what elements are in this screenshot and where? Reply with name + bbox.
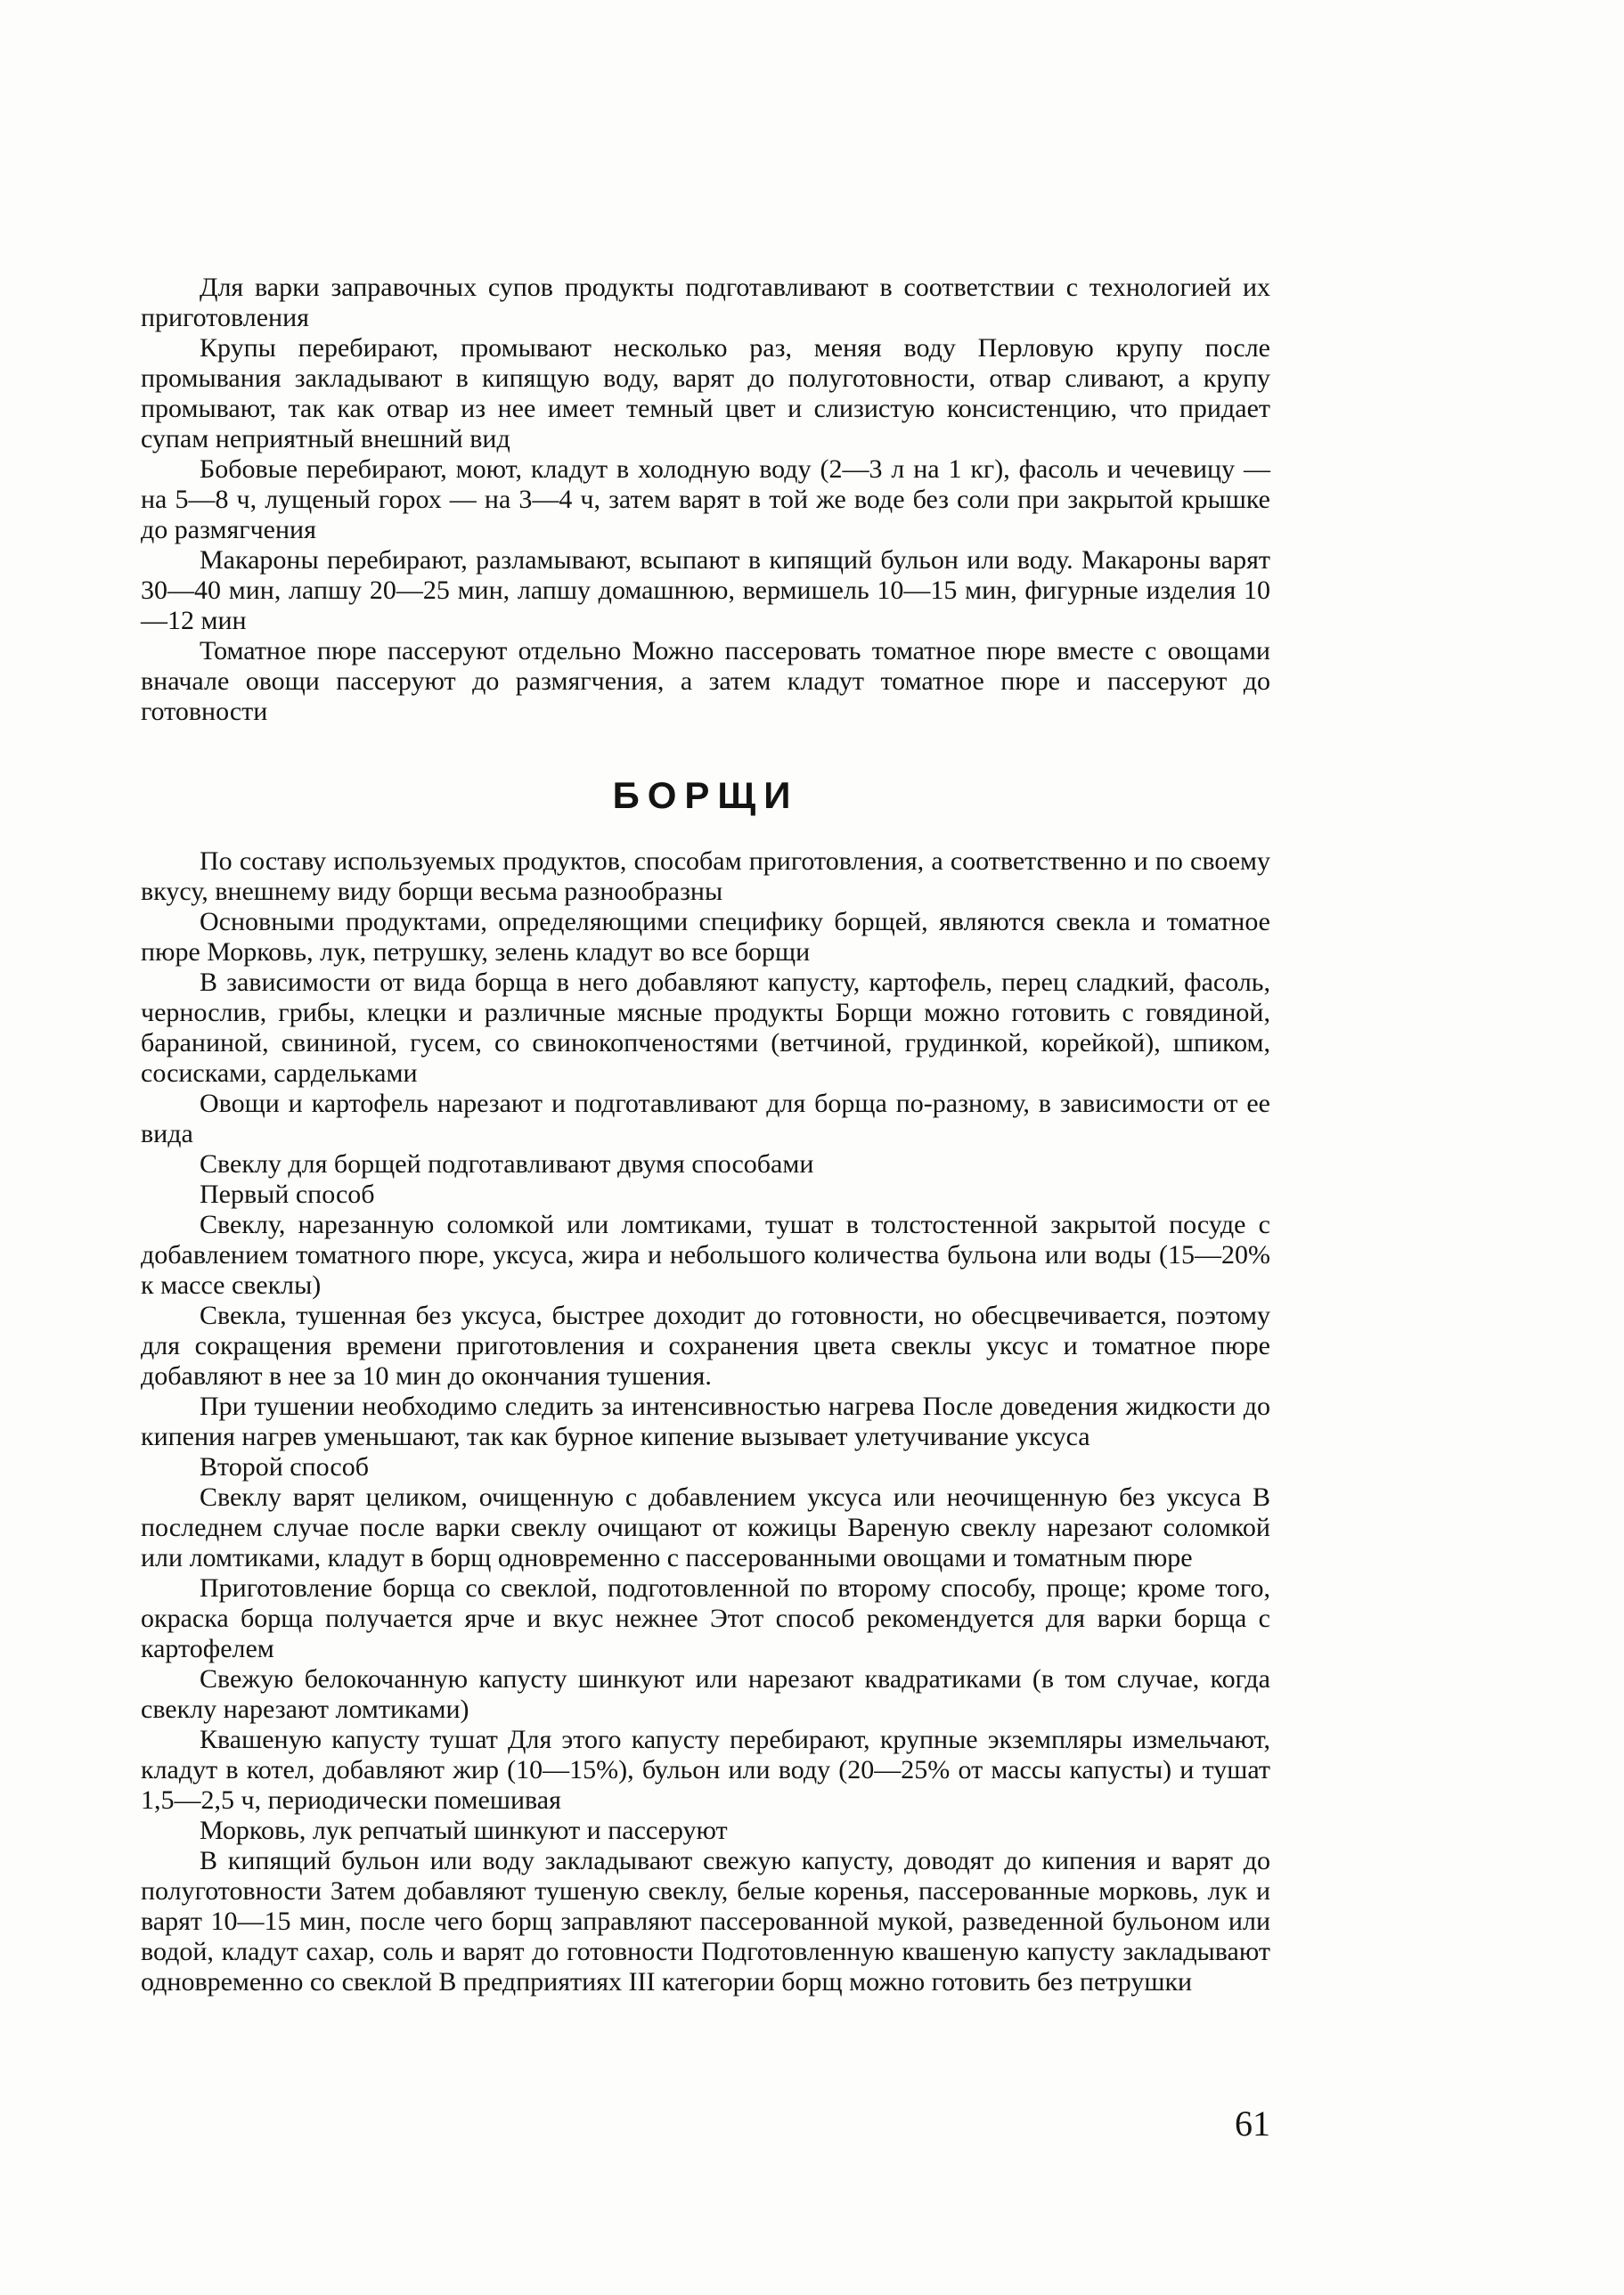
paragraph: Свеклу варят целиком, очищенную с добавлением уксуса или неочищенную без уксуса В последнем случае после варки свеклу очищают от кожицы Вареную свеклу нарезают соломкой или ломтиками, кладут в борщ одновременно с пассерованными овощами и томатным пюре bbox=[141, 1482, 1270, 1572]
paragraph: Свежую белокочанную капусту шинкуют или нарезают квадратиками (в том случае, когда свеклу нарезают ломтиками) bbox=[141, 1664, 1270, 1724]
paragraph: Основными продуктами, определяющими специфику борщей, являются свекла и томатное пюре Морковь, лук, петрушку, зелень кладут во все борщи bbox=[141, 907, 1270, 967]
section-text-block bbox=[141, 846, 1270, 1997]
paragraph: Томатное пюре пассеруют отдельно Можно пассеровать томатное пюре вместе с овощами вначале овощи пассеруют до размягчения, а затем кладут томатное пюре и пассеруют до готовности bbox=[141, 636, 1270, 726]
paragraph: Первый способ bbox=[200, 1180, 375, 1209]
intro-text-block bbox=[141, 273, 1270, 727]
paragraph: Морковь, лук репчатый шинкуют и пассеруют bbox=[200, 1816, 728, 1845]
paragraph: Свеклу для борщей подготавливают двумя способами bbox=[200, 1149, 814, 1179]
paragraph: При тушении необходимо следить за интенсивностью нагрева После доведения жидкости до кипения нагрев уменьшают, так как бурное кипение вызывает улетучивание уксуса bbox=[141, 1392, 1270, 1451]
paragraph: Второй способ bbox=[200, 1452, 369, 1482]
paragraph: Овощи и картофель нарезают и подготавливают для борща по-разному, в зависимости от ее вида bbox=[141, 1089, 1270, 1148]
paragraph: Бобовые перебирают, моют, кладут в холодную воду (2—3 л на 1 кг), фасоль и чечевицу — на 5—8 ч, лущеный горох — на 3—4 ч, затем варят в той же воде без соли при закрытой крышке до размягчения bbox=[141, 454, 1270, 544]
paragraph: Крупы перебирают, промывают несколько раз, меняя воду Перловую крупу после промывания закладывают в кипящую воду, варят до полуготовности, отвар сливают, а крупу промывают, так как отвар из нее имеет темный цвет и слизистую консистенцию, что придает супам неприятный внешний вид bbox=[141, 333, 1270, 453]
paragraph: Квашеную капусту тушат Для этого капусту перебирают, крупные экземпляры измельчают, кладут в котел, добавляют жир (10—15%), бульон или воду (20—25% от массы капусты) и тушат 1,5—2,5 ч, периодически помешивая bbox=[141, 1725, 1270, 1815]
section-heading: БОРЩИ bbox=[612, 774, 799, 816]
paragraph: В зависимости от вида борща в него добавляют капусту, картофель, перец сладкий, фасоль, чернослив, грибы, клецки и различные мясные продукты Борщи можно готовить с говядиной, бараниной, свининой, гусем, со свинокопченостями (ветчиной, грудинкой, корейкой), шпиком, сосисками, сардельками bbox=[141, 968, 1270, 1088]
paragraph: Макароны перебирают, разламывают, всыпают в кипящий бульон или воду. Макароны варят 30—40 мин, лапшу 20—25 мин, лапшу домашнюю, вермишель 10—15 мин, фигурные изделия 10—12 мин bbox=[141, 545, 1270, 635]
page-number: 61 bbox=[1235, 2103, 1270, 2144]
paragraph: Свеклу, нарезанную соломкой или ломтиками, тушат в толстостенной закрытой посуде с добавлением томатного пюре, уксуса, жира и небольшого количества бульона или воды (15—20% к массе свеклы) bbox=[141, 1210, 1270, 1300]
paragraph: По составу используемых продуктов, способам приготовления, а соответственно и по своему вкусу, внешнему виду борщи весьма разнообразны bbox=[141, 846, 1270, 906]
paragraph: В кипящий бульон или воду закладывают свежую капусту, доводят до кипения и варят до полуготовности Затем добавляют тушеную свеклу, белые коренья, пассерованные морковь, лук и варят 10—15 мин, после чего борщ заправляют пассерованной мукой, разведенной бульоном или водой, кладут сахар, соль и варят до готовности Подготовленную квашеную капусту закладывают одновременно со свеклой В предприятиях III категории борщ можно готовить без петрушки bbox=[141, 1846, 1270, 1997]
paragraph: Свекла, тушенная без уксуса, быстрее доходит до готовности, но обесцвечивается, поэтому для сокращения времени приготовления и сохранения цвета свеклы уксус и томатное пюре добавляют в нее за 10 мин до окончания тушения. bbox=[141, 1301, 1270, 1391]
paragraph: Приготовление борща со свеклой, подготовленной по второму способу, проще; кроме того, окраска борща получается ярче и вкус нежнее Этот способ рекомендуется для варки борща с картофелем bbox=[141, 1573, 1270, 1663]
paragraph: Для варки заправочных супов продукты подготавливают в соответствии с технологией их приготовления bbox=[141, 273, 1270, 332]
